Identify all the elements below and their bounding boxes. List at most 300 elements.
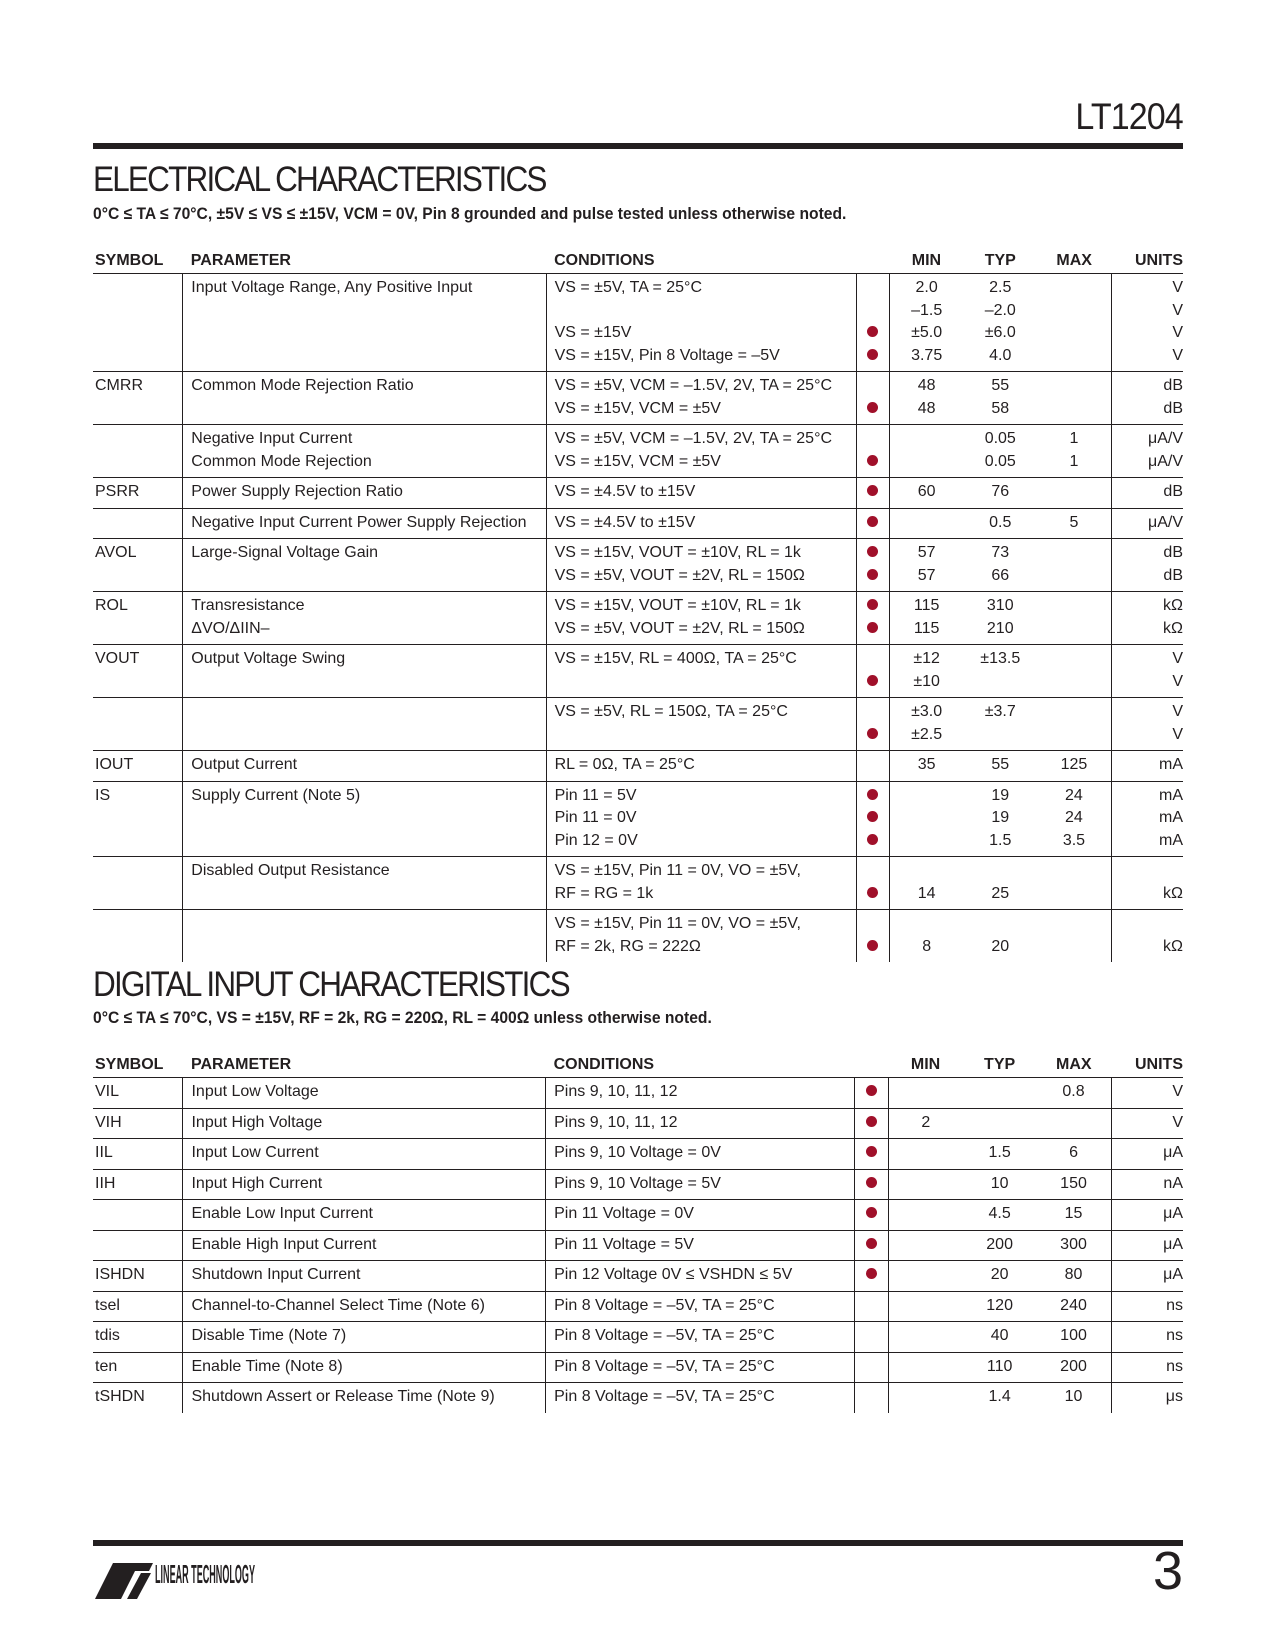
dic-max-text: 6	[1069, 1144, 1078, 1161]
ec-cell-parameter	[183, 592, 546, 645]
dic-cell-typ	[963, 1200, 1037, 1231]
dic-cell-parameter	[183, 1230, 546, 1261]
test-range-dot	[857, 913, 889, 936]
ec-cell-units	[1111, 781, 1183, 857]
col-parameter: PARAMETER	[183, 240, 546, 274]
dic-cell-typ	[963, 1261, 1037, 1292]
ec-parameter-text: Power Supply Rejection Ratio	[191, 483, 403, 500]
ec-symbol-text	[95, 860, 182, 883]
bottom-rule	[93, 1540, 1183, 1546]
ec-min-text: 48	[917, 377, 936, 394]
test-range-dot	[857, 701, 889, 724]
dic-cell-min	[888, 1352, 962, 1383]
ec-cell-parameter	[183, 645, 546, 698]
ec-typ-text: 55	[991, 756, 1010, 773]
ec-min-text: 3.75	[911, 346, 943, 364]
ec-min-text: 57	[917, 544, 936, 561]
test-range-dot	[857, 512, 889, 535]
ec-max-text	[1037, 724, 1111, 747]
dic-typ-text	[963, 1112, 1037, 1135]
dic-cell-conditions	[546, 1139, 855, 1170]
linear-technology-logo	[93, 1555, 263, 1603]
ec-symbol-text: AVOL	[95, 544, 137, 561]
ec-min-text: 115	[913, 597, 940, 614]
ec-typ-text: 0.5	[989, 513, 1012, 531]
ec-cell-max	[1037, 425, 1111, 478]
ec-cell-conditions	[546, 592, 856, 645]
full-temp-range-dot-icon	[867, 728, 878, 739]
dic-cell-typ	[963, 1108, 1037, 1139]
ec-cell-dots	[856, 539, 889, 592]
ec-max-text	[1037, 936, 1111, 959]
dic-min-text	[889, 1081, 963, 1104]
ec-parameter-text: Large-Signal Voltage Gain	[191, 544, 379, 561]
dic-cell-min	[888, 1200, 962, 1231]
test-range-dot	[857, 785, 889, 808]
dic-cell-units	[1111, 1352, 1183, 1383]
ec-parameter-text	[191, 701, 545, 724]
dic-cell-parameter	[183, 1291, 546, 1322]
ec-cell-typ	[963, 372, 1037, 425]
ec-conditions-text: VS = ±5V, VCM = –1.5V, 2V, TA = 25°C	[554, 430, 833, 447]
dic-cell-symbol	[93, 1261, 183, 1292]
ec-max-text: 24	[1065, 786, 1083, 804]
ec-row	[93, 592, 1183, 645]
ec-cell-min	[889, 478, 963, 509]
ec-units-text: μA/V	[1147, 452, 1183, 470]
dic-row	[93, 1352, 1183, 1383]
ec-min-text	[890, 512, 963, 535]
ec-conditions-text: VS = ±15V, Pin 8 Voltage = –5V	[554, 346, 780, 364]
ec-max-text	[1037, 860, 1111, 883]
dic-min-text	[889, 1173, 963, 1196]
dic-typ-text: 4.5	[988, 1205, 1011, 1222]
dic-cell-parameter	[183, 1383, 546, 1413]
col-typ: TYP	[963, 1044, 1037, 1078]
dic-cell-symbol	[93, 1139, 183, 1170]
ec-parameter-text: Supply Current (Note 5)	[191, 786, 361, 804]
ec-cell-max	[1037, 539, 1111, 592]
dic-cell-min	[888, 1139, 962, 1170]
ec-row	[93, 781, 1183, 857]
dic-max-text: 150	[1060, 1174, 1087, 1192]
full-temp-range-dot-icon	[866, 1268, 877, 1279]
ec-cell-units	[1111, 910, 1183, 963]
ec-conditions-text: VS = ±15V, RL = 400Ω, TA = 25°C	[554, 650, 797, 667]
ec-conditions-text: VS = ±5V, TA = 25°C	[554, 279, 702, 296]
ec-units-text: dB	[1163, 399, 1183, 417]
ec-cell-units	[1111, 751, 1183, 782]
ec-typ-text: 4.0	[989, 346, 1012, 364]
full-temp-range-dot-icon	[867, 622, 878, 633]
ec-units-text: V	[1172, 672, 1183, 690]
ec-units-text: dB	[1163, 377, 1183, 394]
ec-conditions-text: VS = ±15V, VCM = ±5V	[554, 399, 721, 417]
ec-body	[93, 274, 1183, 963]
col-max: MAX	[1037, 1044, 1111, 1078]
ec-row	[93, 698, 1183, 751]
ec-cell-parameter	[183, 751, 546, 782]
dic-cell-symbol	[93, 1200, 183, 1231]
dic-cell-parameter	[183, 1169, 546, 1200]
col-conditions: CONDITIONS	[546, 1044, 889, 1078]
ec-units-text: mA	[1159, 786, 1183, 804]
ec-parameter-text: Common Mode Rejection	[191, 452, 372, 470]
ec-min-text: ±5.0	[911, 324, 943, 341]
dic-cell-dots	[855, 1200, 888, 1231]
ec-typ-text: 25	[991, 884, 1010, 902]
ec-units-text: V	[1172, 324, 1183, 341]
ec-typ-text: ±6.0	[984, 324, 1016, 341]
full-temp-range-dot-icon	[866, 1116, 877, 1127]
ec-cell-min	[889, 645, 963, 698]
ec-row	[93, 751, 1183, 782]
dic-symbol-text: VIL	[95, 1083, 120, 1100]
dic-cell-typ	[963, 1078, 1037, 1109]
ec-max-text	[1037, 701, 1111, 724]
dic-cell-typ	[963, 1169, 1037, 1200]
ec-cell-dots	[856, 274, 889, 372]
dic-units-text: nA	[1163, 1174, 1183, 1192]
dic-symbol-text: IIL	[95, 1144, 113, 1161]
ec-cell-dots	[856, 857, 889, 910]
dic-parameter-text: Input High Current	[191, 1174, 323, 1192]
dic-row	[93, 1139, 1183, 1170]
dic-cell-min	[888, 1291, 962, 1322]
dic-cell-units	[1111, 1169, 1183, 1200]
ec-cell-conditions	[546, 508, 856, 539]
test-range-dot	[857, 754, 889, 777]
ec-units-text: kΩ	[1163, 937, 1183, 955]
dic-units-text: ns	[1166, 1296, 1183, 1314]
dic-typ-text: 20	[990, 1266, 1009, 1283]
ec-cell-max	[1037, 781, 1111, 857]
ec-min-text	[890, 830, 963, 853]
dic-cell-parameter	[183, 1322, 546, 1353]
ec-cell-typ	[963, 478, 1037, 509]
dic-cell-typ	[963, 1291, 1037, 1322]
ec-cell-conditions	[546, 751, 856, 782]
ec-units-text	[1114, 860, 1183, 883]
ec-typ-text: ±13.5	[980, 650, 1021, 667]
col-min: MIN	[889, 240, 963, 274]
test-range-dot	[857, 936, 889, 959]
ec-min-text: 14	[917, 884, 936, 902]
dic-row	[93, 1078, 1183, 1109]
ec-cell-symbol	[93, 781, 183, 857]
dic-cell-dots	[855, 1261, 888, 1292]
ec-typ-text: 73	[991, 544, 1010, 561]
test-range-dot	[855, 1081, 887, 1104]
ec-cell-dots	[856, 645, 889, 698]
ec-symbol-text: VOUT	[95, 650, 140, 667]
dic-cell-conditions	[546, 1078, 855, 1109]
dic-cell-conditions	[546, 1352, 855, 1383]
dic-cell-conditions	[546, 1108, 855, 1139]
ec-conditions-text: Pin 11 = 5V	[554, 786, 637, 804]
test-range-dot	[855, 1325, 887, 1348]
dic-conditions-text: Pins 9, 10 Voltage = 5V	[554, 1174, 721, 1192]
dic-min-text	[889, 1264, 963, 1287]
ec-cell-dots	[856, 751, 889, 782]
full-temp-range-dot-icon	[867, 811, 878, 822]
ec-min-text	[890, 451, 963, 474]
ec-parameter-text: Negative Input Current Power Supply Rejection	[191, 513, 527, 531]
ec-conditions-text: Pin 12 = 0V	[554, 831, 638, 849]
dic-cell-min	[888, 1261, 962, 1292]
ec-cell-symbol	[93, 478, 183, 509]
dic-cell-dots	[855, 1139, 888, 1170]
ec-symbol-text	[95, 512, 182, 535]
ec-conditions-text: RF = RG = 1k	[554, 884, 654, 902]
ec-table	[93, 240, 1183, 962]
dic-cell-units	[1111, 1291, 1183, 1322]
dic-units-text: μA	[1163, 1235, 1183, 1253]
dic-parameter-text: Disable Time (Note 7)	[191, 1327, 347, 1344]
dic-symbol-text	[95, 1203, 182, 1226]
ec-cell-max	[1037, 372, 1111, 425]
ec-cell-dots	[856, 372, 889, 425]
ec-cell-typ	[963, 910, 1037, 963]
dic-cell-conditions	[546, 1383, 855, 1413]
ec-max-text: 5	[1069, 513, 1079, 531]
ec-cell-max	[1037, 645, 1111, 698]
dic-row	[93, 1261, 1183, 1292]
dic-cell-conditions	[546, 1261, 855, 1292]
test-range-dot	[857, 375, 889, 398]
dic-cell-conditions	[546, 1200, 855, 1231]
ec-cell-dots	[856, 425, 889, 478]
ec-parameter-text: Output Current	[191, 756, 298, 773]
ec-typ-text: 76	[991, 483, 1010, 500]
dic-cell-symbol	[93, 1291, 183, 1322]
ec-cell-min	[889, 425, 963, 478]
ec-cell-symbol	[93, 698, 183, 751]
ec-max-text: 1	[1069, 452, 1079, 470]
col-min: MIN	[888, 1044, 962, 1078]
ec-cell-min	[889, 781, 963, 857]
col-symbol: SYMBOL	[93, 1044, 183, 1078]
ec-cell-typ	[963, 781, 1037, 857]
dic-symbol-text: tdis	[95, 1327, 120, 1344]
ec-min-text	[890, 785, 963, 808]
logo-text: LINEAR TECHNOLOGY	[155, 1559, 255, 1589]
dic-typ-text: 200	[986, 1235, 1013, 1253]
test-range-dot	[857, 807, 889, 830]
dic-units-text: μA	[1163, 1144, 1183, 1161]
test-range-dot	[855, 1173, 887, 1196]
dic-max-text	[1037, 1112, 1111, 1135]
dic-cell-typ	[963, 1383, 1037, 1413]
dic-cell-symbol	[93, 1108, 183, 1139]
ec-max-text	[1037, 322, 1111, 345]
ec-units-text: kΩ	[1163, 597, 1183, 614]
ec-symbol-text: ROL	[95, 597, 128, 614]
full-temp-range-dot-icon	[867, 516, 878, 527]
ec-cell-min	[889, 274, 963, 372]
ec-cell-typ	[963, 645, 1037, 698]
ec-cell-units	[1111, 592, 1183, 645]
ec-symbol-text: CMRR	[95, 377, 143, 394]
ec-min-text	[890, 807, 963, 830]
dic-conditions-text: Pin 8 Voltage = –5V, TA = 25°C	[554, 1327, 775, 1344]
dic-cell-symbol	[93, 1352, 183, 1383]
dic-cell-dots	[855, 1230, 888, 1261]
ec-conditions-text: VS = ±5V, VCM = –1.5V, 2V, TA = 25°C	[554, 377, 833, 394]
ec-units-text: kΩ	[1163, 619, 1183, 637]
ec-cell-units	[1111, 274, 1183, 372]
test-range-dot	[855, 1264, 887, 1287]
ec-min-text: 2.0	[915, 279, 938, 296]
col-conditions: CONDITIONS	[546, 240, 889, 274]
ec-conditions-text: RL = 0Ω, TA = 25°C	[554, 756, 695, 773]
dic-cell-symbol	[93, 1383, 183, 1413]
test-range-dot	[855, 1112, 887, 1135]
ec-typ-text: 19	[991, 809, 1010, 826]
ec-cell-min	[889, 698, 963, 751]
ec-symbol-text: IOUT	[95, 756, 134, 773]
dic-min-text	[889, 1386, 963, 1409]
ec-conditions-text: VS = ±5V, VOUT = ±2V, RL = 150Ω	[554, 566, 805, 584]
dic-cell-conditions	[546, 1291, 855, 1322]
ec-units-text: V	[1172, 279, 1183, 296]
dic-parameter-text: Input Low Voltage	[191, 1083, 319, 1100]
ec-cell-dots	[856, 698, 889, 751]
ec-cell-typ	[963, 592, 1037, 645]
ec-cell-max	[1037, 274, 1111, 372]
dic-max-text: 300	[1060, 1235, 1087, 1253]
full-temp-range-dot-icon	[867, 789, 878, 800]
ec-typ-text: 210	[986, 619, 1014, 637]
col-typ: TYP	[963, 240, 1037, 274]
dic-typ-text: 110	[986, 1357, 1013, 1375]
dic-conditions-text: Pin 8 Voltage = –5V, TA = 25°C	[554, 1357, 775, 1375]
test-range-dot	[855, 1295, 887, 1318]
dic-symbol-text	[95, 1234, 182, 1257]
ec-parameter-text: Negative Input Current	[191, 430, 353, 447]
dic-conditions-text: Pins 9, 10 Voltage = 0V	[554, 1144, 721, 1161]
ec-parameter-text: Input Voltage Range, Any Positive Input	[191, 279, 473, 296]
dic-symbol-text: ISHDN	[95, 1266, 145, 1283]
ec-cell-parameter	[183, 781, 546, 857]
ec-units-text: V	[1172, 346, 1183, 364]
ec-min-text: 60	[917, 483, 936, 500]
col-units: UNITS	[1111, 240, 1183, 274]
dic-typ-text: 120	[986, 1296, 1013, 1314]
ec-cell-symbol	[93, 372, 183, 425]
dic-symbol-text: tSHDN	[95, 1388, 145, 1405]
ec-max-text: 125	[1060, 756, 1088, 773]
ec-cell-dots	[856, 592, 889, 645]
ec-typ-text: 1.5	[989, 831, 1012, 849]
dic-typ-text: 1.5	[988, 1144, 1011, 1161]
full-temp-range-dot-icon	[867, 599, 878, 610]
ec-row	[93, 910, 1183, 963]
ec-min-text: 35	[917, 756, 936, 773]
dic-units-text: ns	[1166, 1357, 1183, 1375]
dic-typ-text	[963, 1081, 1037, 1104]
test-range-dot	[857, 671, 889, 694]
ec-cell-parameter	[183, 425, 546, 478]
full-temp-range-dot-icon	[867, 455, 878, 466]
dic-cell-parameter	[183, 1078, 546, 1109]
test-range-dot	[855, 1356, 887, 1379]
dic-cell-dots	[855, 1078, 888, 1109]
dic-body	[93, 1078, 1183, 1413]
ec-symbol-text	[95, 913, 182, 936]
ec-min-text: ±3.0	[911, 703, 943, 720]
full-temp-range-dot-icon	[867, 834, 878, 845]
dic-units-text: μA	[1163, 1205, 1183, 1222]
full-temp-range-dot-icon	[866, 1238, 877, 1249]
ec-max-text	[1037, 277, 1111, 300]
ec-cell-min	[889, 857, 963, 910]
ec-max-text	[1037, 565, 1111, 588]
ec-cell-dots	[856, 781, 889, 857]
ec-typ-text: 66	[991, 566, 1010, 584]
ec-cell-min	[889, 592, 963, 645]
ec-title: ELECTRICAL CHARACTERISTICS	[93, 160, 546, 199]
ec-cell-max	[1037, 698, 1111, 751]
ec-symbol-text	[95, 701, 182, 724]
ec-cell-parameter	[183, 698, 546, 751]
ec-row	[93, 372, 1183, 425]
full-temp-range-dot-icon	[866, 1207, 877, 1218]
dic-max-text: 240	[1060, 1296, 1087, 1314]
ec-max-text	[1037, 398, 1111, 421]
dic-conditions-text: Pin 8 Voltage = –5V, TA = 25°C	[554, 1296, 775, 1314]
ec-conditions-text: VS = ±15V, Pin 11 = 0V, VO = ±5V,	[554, 862, 801, 879]
dic-cell-conditions	[546, 1230, 855, 1261]
dic-row	[93, 1291, 1183, 1322]
dic-cell-units	[1111, 1200, 1183, 1231]
ec-cell-min	[889, 539, 963, 592]
ec-conditions-text: RF = 2k, RG = 222Ω	[554, 937, 701, 955]
ec-cell-symbol	[93, 910, 183, 963]
ec-conditions-text: VS = ±15V, VOUT = ±10V, RL = 1k	[554, 544, 801, 561]
full-temp-range-dot-icon	[867, 940, 878, 951]
dic-conditions-text: Pins 9, 10, 11, 12	[554, 1113, 678, 1131]
ec-cell-symbol	[93, 508, 183, 539]
dic-max-text: 80	[1064, 1266, 1083, 1283]
ec-cell-max	[1037, 592, 1111, 645]
ec-typ-text: 310	[986, 597, 1014, 614]
ec-units-text: V	[1172, 301, 1183, 319]
ec-typ-text	[963, 913, 1037, 936]
dic-cell-symbol	[93, 1078, 183, 1109]
dic-units-text: ns	[1166, 1327, 1183, 1344]
ec-units-text: mA	[1159, 831, 1183, 849]
ec-cell-parameter	[183, 539, 546, 592]
ec-cell-typ	[963, 539, 1037, 592]
ec-typ-text: 19	[991, 786, 1010, 804]
dic-cell-conditions	[546, 1322, 855, 1353]
dic-symbol-text: IIH	[95, 1174, 116, 1192]
dic-cell-typ	[963, 1139, 1037, 1170]
ec-parameter-text: Transresistance	[191, 597, 305, 614]
ec-parameter-text: ΔVO/ΔIIN–	[191, 619, 270, 637]
ec-conditions-text	[555, 671, 856, 694]
test-range-dot	[857, 398, 889, 421]
dic-cell-max	[1037, 1139, 1111, 1170]
ec-typ-text: 0.05	[984, 452, 1016, 470]
dic-parameter-text: Channel-to-Channel Select Time (Note 6)	[191, 1296, 485, 1314]
dic-cell-typ	[963, 1352, 1037, 1383]
ec-min-text: ±2.5	[911, 725, 943, 743]
ec-typ-text: 2.5	[989, 279, 1012, 296]
ec-min-text	[890, 860, 963, 883]
dic-parameter-text: Enable Time (Note 8)	[191, 1357, 343, 1375]
